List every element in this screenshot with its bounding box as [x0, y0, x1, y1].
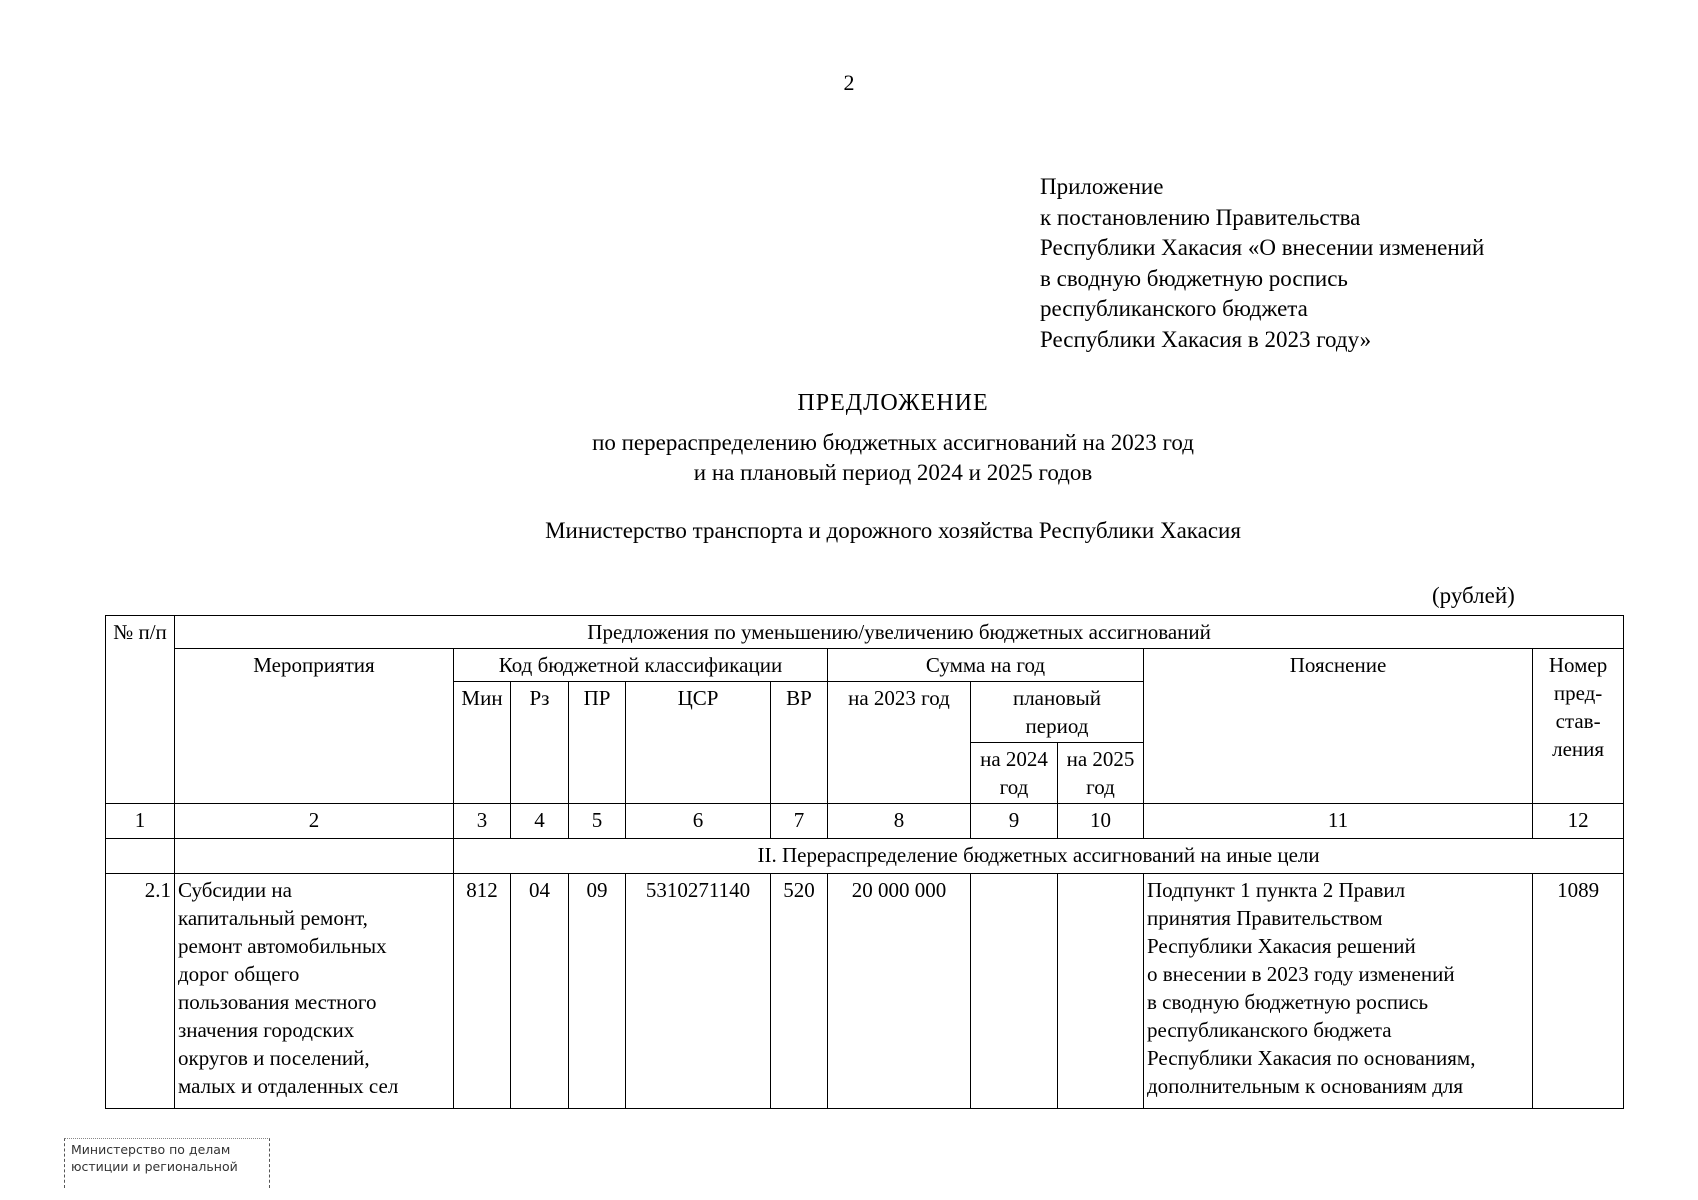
- row-event-line: значения городских: [178, 1018, 355, 1042]
- row-note-line: Республики Хакасия решений: [1147, 934, 1416, 958]
- appendix-line: республиканского бюджета: [1040, 296, 1308, 321]
- appendix-line: в сводную бюджетную роспись: [1040, 265, 1348, 291]
- appendix-line: Приложение: [1040, 174, 1164, 199]
- column-number: 7: [771, 804, 828, 839]
- column-number: 10: [1058, 804, 1144, 839]
- table-row: [106, 874, 1624, 1109]
- row-csr: 5310271140: [626, 874, 771, 1109]
- header-2024-line: на 2024: [980, 747, 1048, 771]
- header-rep-line: ления: [1552, 737, 1605, 761]
- header-rz: Рз: [511, 682, 569, 804]
- header-representation: [1533, 649, 1624, 804]
- header-plan-line: период: [1025, 714, 1089, 738]
- header-plan-period: [971, 682, 1144, 743]
- row-event-line: округов и поселений,: [178, 1046, 370, 1070]
- column-number: 11: [1144, 804, 1533, 839]
- header-events: Мероприятия: [175, 649, 454, 804]
- header-budget-code: Код бюджетной классификации: [454, 649, 828, 682]
- page-number: 2: [843, 70, 855, 95]
- row-rz: 04: [511, 874, 569, 1109]
- document-subtitle: [0, 428, 1698, 488]
- row-event-line: дорог общего: [178, 962, 300, 986]
- header-2023: на 2023 год: [828, 682, 971, 804]
- row-sum-2023: 20 000 000: [828, 874, 971, 1109]
- appendix-block: [1040, 172, 1484, 355]
- column-number: 6: [626, 804, 771, 839]
- stamp-line: юстиции и региональной: [71, 1159, 238, 1174]
- row-number: 2.1: [106, 874, 175, 1109]
- header-number: № п/п: [106, 616, 175, 804]
- row-sum-2024: [971, 874, 1058, 1109]
- budget-table: [105, 615, 1624, 1109]
- column-number: 1: [106, 804, 175, 839]
- header-csr: ЦСР: [626, 682, 771, 804]
- row-note-line: республиканского бюджета: [1147, 1018, 1392, 1042]
- header-proposals: Предложения по уменьшению/увеличению бюджетных ассигнований: [175, 616, 1624, 649]
- header-2024: [971, 743, 1058, 804]
- ministry-name: Министерство транспорта и дорожного хозяйства Республики Хакасия: [545, 518, 1241, 543]
- row-event-line: пользования местного: [178, 990, 377, 1014]
- row-note-line: принятия Правительством: [1147, 906, 1383, 930]
- appendix-line: Республики Хакасия «О внесении изменений: [1040, 235, 1485, 260]
- document-title: ПРЕДЛОЖЕНИЕ: [797, 390, 989, 416]
- header-plan-line: плановый: [1012, 686, 1102, 710]
- subtitle-line: по перераспределению бюджетных ассигнований на 2023 год: [592, 430, 1194, 455]
- subtitle-line: и на плановый период 2024 и 2025 годов: [693, 460, 1093, 485]
- header-2025: [1058, 743, 1144, 804]
- section-title: II. Перераспределение бюджетных ассигнований на иные цели: [454, 839, 1624, 874]
- row-note-line: Подпункт 1 пункта 2 Правил: [1147, 878, 1406, 902]
- section-empty-cell: [106, 839, 175, 874]
- column-number: 3: [454, 804, 511, 839]
- column-numbers-row: [106, 804, 1624, 839]
- header-note: Пояснение: [1144, 649, 1533, 804]
- appendix-line: Республики Хакасия в 2023 году»: [1040, 326, 1372, 352]
- header-sum: Сумма на год: [828, 649, 1144, 682]
- row-note-line: в сводную бюджетную роспись: [1147, 990, 1429, 1014]
- row-pr: 09: [569, 874, 626, 1109]
- registration-stamp: [64, 1138, 270, 1188]
- stamp-line: Министерство по делам: [71, 1142, 231, 1157]
- header-rep-line: став-: [1555, 709, 1601, 733]
- appendix-line: к постановлению Правительства: [1040, 204, 1361, 230]
- header-rep-line: Номер: [1548, 653, 1608, 677]
- column-number: 8: [828, 804, 971, 839]
- row-event: [175, 874, 454, 1109]
- header-2025-line: на 2025: [1066, 747, 1135, 771]
- row-event-line: Субсидии на: [178, 878, 292, 902]
- column-number: 2: [175, 804, 454, 839]
- column-number: 4: [511, 804, 569, 839]
- header-2025-line: год: [1086, 775, 1115, 799]
- row-representation: 1089: [1533, 874, 1624, 1109]
- row-note-line: Республики Хакасия по основаниям,: [1147, 1046, 1476, 1070]
- header-min: Мин: [454, 682, 511, 804]
- row-note: [1144, 874, 1533, 1109]
- row-event-line: капитальный ремонт,: [178, 906, 368, 930]
- section-empty-cell: [175, 839, 454, 874]
- row-note-line: дополнительным к основаниям для: [1147, 1074, 1464, 1098]
- section-row: [106, 839, 1624, 874]
- header-vr: ВР: [771, 682, 828, 804]
- header-pr: ПР: [569, 682, 626, 804]
- row-event-line: ремонт автомобильных: [178, 934, 387, 958]
- header-2024-line: год: [999, 775, 1029, 799]
- row-note-line: о внесении в 2023 году изменений: [1147, 962, 1455, 986]
- currency-unit: (рублей): [1432, 583, 1515, 608]
- row-min: 812: [454, 874, 511, 1109]
- column-number: 9: [971, 804, 1058, 839]
- row-sum-2025: [1058, 874, 1144, 1109]
- column-number: 5: [569, 804, 626, 839]
- column-number: 12: [1533, 804, 1624, 839]
- header-rep-line: пред-: [1553, 681, 1603, 705]
- row-vr: 520: [771, 874, 828, 1109]
- row-event-line: малых и отдаленных сел: [178, 1074, 399, 1098]
